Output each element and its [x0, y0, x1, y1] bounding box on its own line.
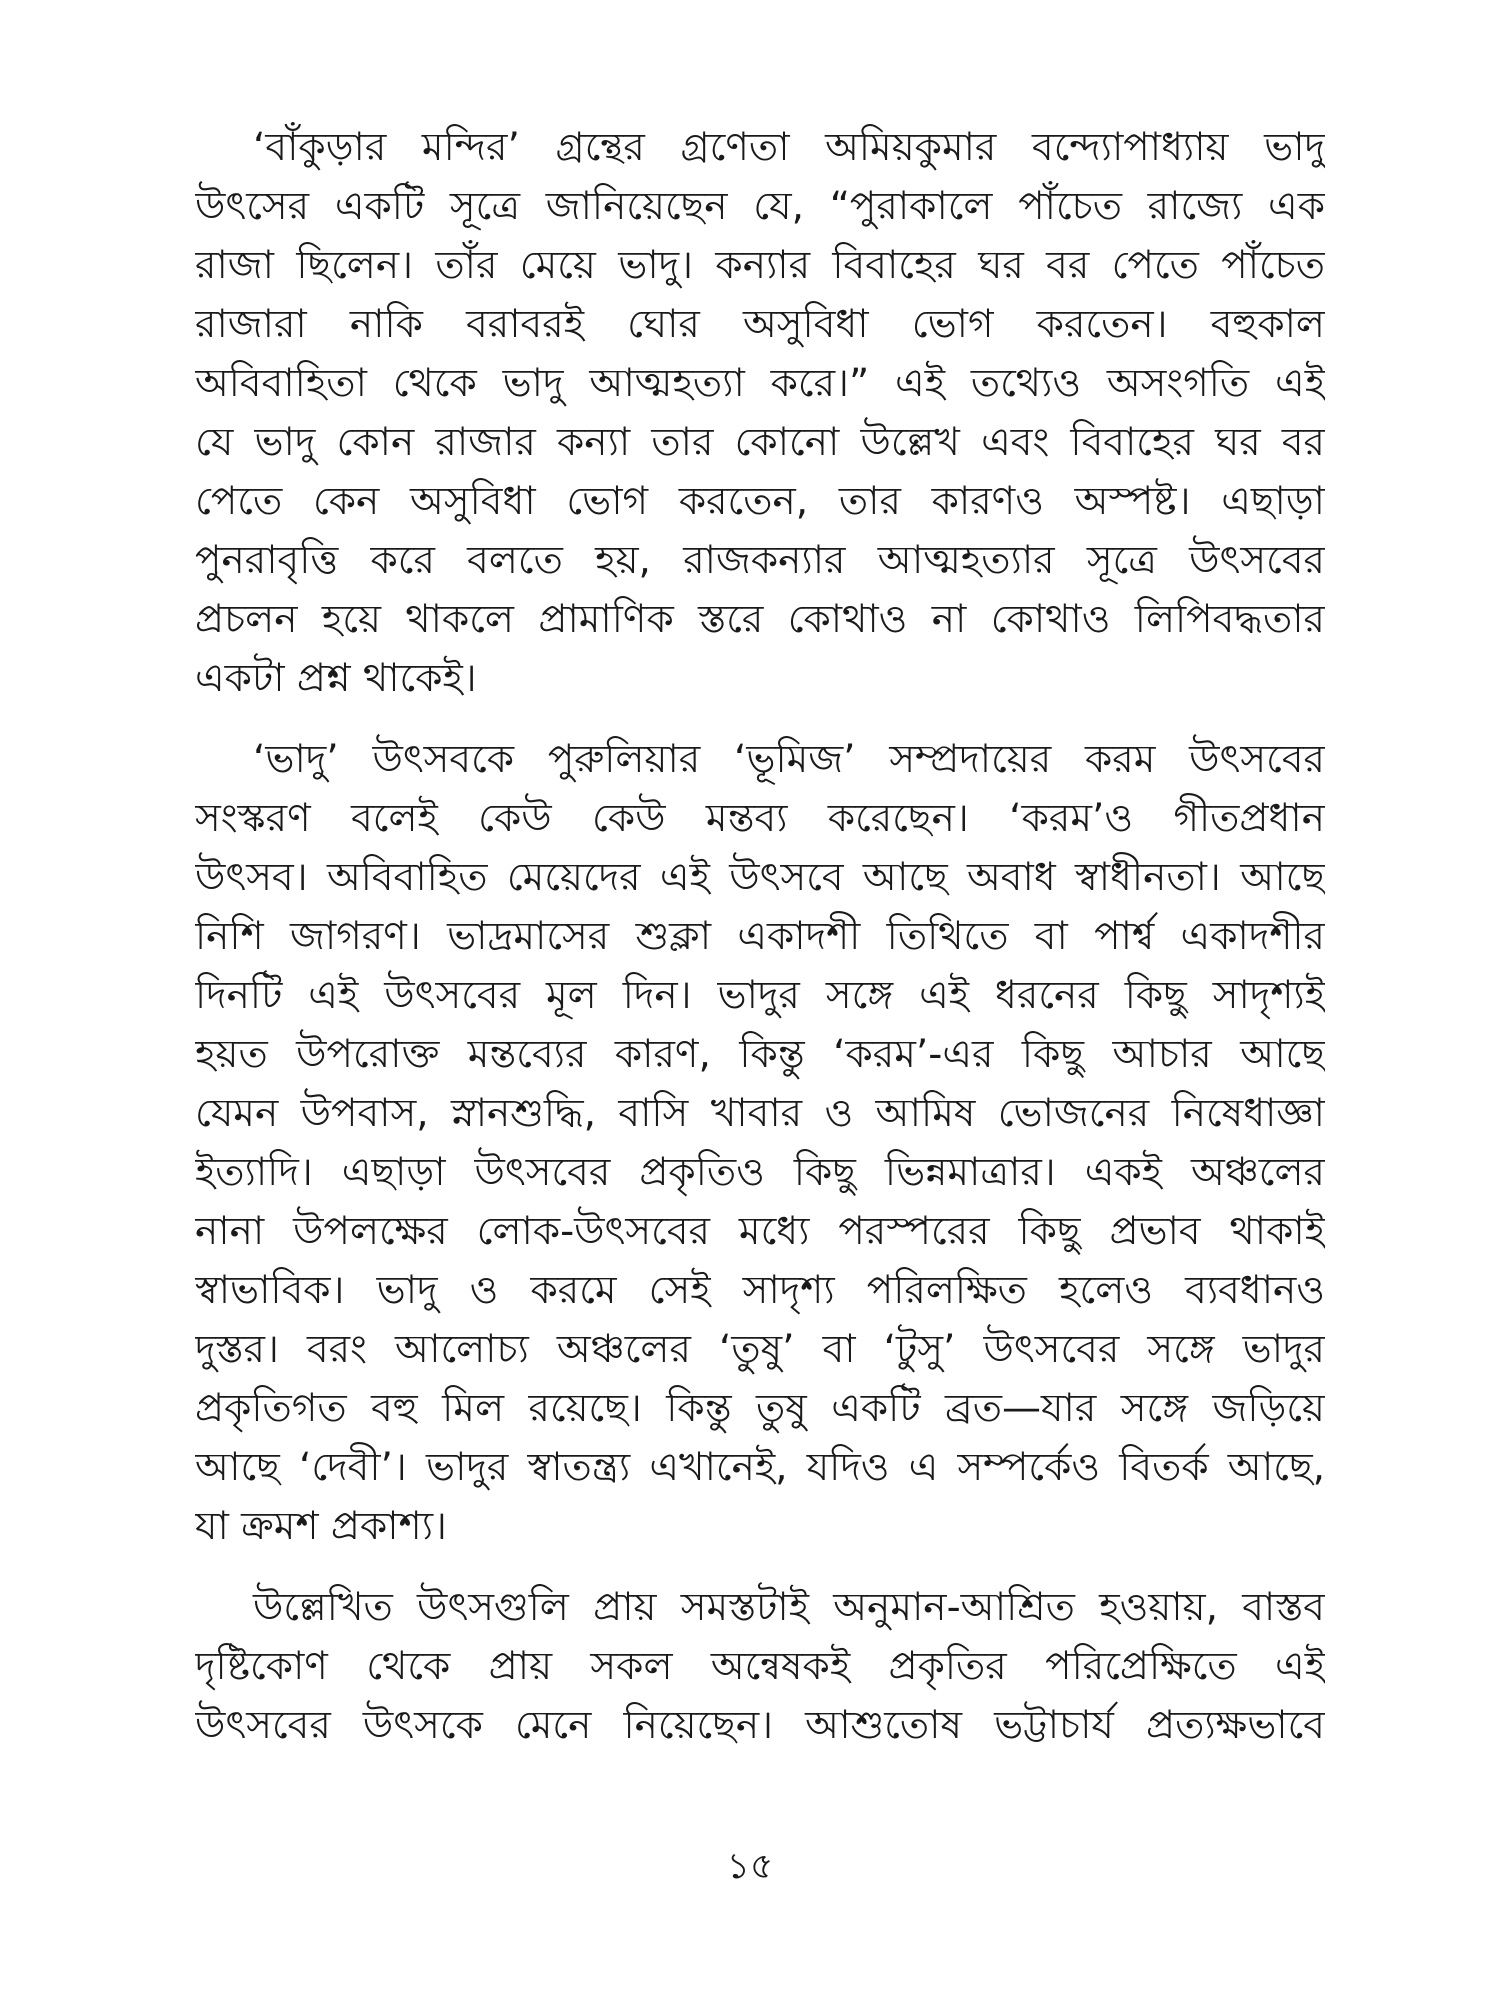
text-line: উৎসব। অবিবাহিত মেয়েদের এই উৎসবে আছে অবাধ স্বাধীনতা। আছে [195, 855, 1325, 900]
text-line: উল্লেখিত উৎসগুলি প্রায় সমস্তটাই অনুমান-আশ্রিত হওয়ায়, বাস্তব [253, 1585, 1325, 1630]
text-line: হয়ত উপরোক্ত মন্তব্যের কারণ, কিন্তু ‘করম’-এর কিছু আচার আছে [195, 1032, 1325, 1077]
text-line: স্বাভাবিক। ভাদু ও করমে সেই সাদৃশ্য পরিলক্ষিত হলেও ব্যবধানও [195, 1268, 1325, 1313]
text-line: প্রকৃতিগত বহু মিল রয়েছে। কিন্তু তুষু একটি ব্রত—যার সঙ্গে জড়িয়ে [195, 1386, 1325, 1431]
text-line: অবিবাহিতা থেকে ভাদু আত্মহত্যা করে।” এই তথ্যেও অসংগতি এই [195, 361, 1325, 406]
text-line: নিশি জাগরণ। ভাদ্রমাসের শুক্লা একাদশী তিথিতে বা পার্শ্ব একাদশীর [195, 914, 1325, 959]
text-line: দুস্তর। বরং আলোচ্য অঞ্চলের ‘তুষু’ বা ‘টুসু’ উৎসবের সঙ্গে ভাদুর [195, 1327, 1325, 1372]
page-body [195, 118, 1325, 1755]
paragraph-2 [195, 730, 1325, 1556]
text-line: উৎসের একটি সূত্রে জানিয়েছেন যে, “পুরাকালে পাঁচেত রাজ্যে এক [195, 184, 1325, 229]
paragraph-1 [195, 118, 1325, 708]
page-number: ১৫ [726, 1846, 774, 1887]
text-line: প্রচলন হয়ে থাকলে প্রামাণিক স্তরে কোথাও না কোথাও লিপিবদ্ধতার [195, 597, 1325, 642]
text-line: রাজারা নাকি বরাবরই ঘোর অসুবিধা ভোগ করতেন। বহুকাল [195, 302, 1325, 347]
text-line: ইত্যাদি। এছাড়া উৎসবের প্রকৃতিও কিছু ভিন্নমাত্রার। একই অঞ্চলের [195, 1150, 1325, 1195]
text-line: দৃষ্টিকোণ থেকে প্রায় সকল অন্বেষকই প্রকৃতির পরিপ্রেক্ষিতে এই [195, 1644, 1325, 1689]
text-line: পেতে কেন অসুবিধা ভোগ করতেন, তার কারণও অস্পষ্ট। এছাড়া [195, 479, 1325, 524]
text-line: দিনটি এই উৎসবের মূল দিন। ভাদুর সঙ্গে এই ধরনের কিছু সাদৃশ্যই [195, 973, 1325, 1018]
text-line: একটা প্রশ্ন থাকেই। [195, 656, 477, 701]
text-line: পুনরাবৃত্তি করে বলতে হয়, রাজকন্যার আত্মহত্যার সূত্রে উৎসবের [195, 538, 1325, 583]
text-line: সংস্করণ বলেই কেউ কেউ মন্তব্য করেছেন। ‘করম’ও গীতপ্রধান [195, 796, 1325, 841]
paragraph-3 [195, 1578, 1325, 1755]
text-line: আছে ‘দেবী’। ভাদুর স্বাতন্ত্র্য এখানেই, যদিও এ সম্পর্কেও বিতর্ক আছে, [195, 1445, 1325, 1490]
text-line: যে ভাদু কোন রাজার কন্যা তার কোনো উল্লেখ এবং বিবাহের ঘর বর [195, 420, 1325, 465]
text-line: উৎসবের উৎসকে মেনে নিয়েছেন। আশুতোষ ভট্টাচার্য প্রত্যক্ষভাবে [195, 1703, 1325, 1748]
text-line: রাজা ছিলেন। তাঁর মেয়ে ভাদু। কন্যার বিবাহের ঘর বর পেতে পাঁচেত [195, 243, 1325, 288]
text-line: ‘বাঁকুড়ার মন্দির’ গ্রন্থের গ্রণেতা অমিয়কুমার বন্দ্যোপাধ্যায় ভাদু [253, 125, 1325, 170]
text-line: যা ক্রমশ প্রকাশ্য। [195, 1504, 447, 1549]
text-line: যেমন উপবাস, স্নানশুদ্ধি, বাসি খাবার ও আমিষ ভোজনের নিষেধাজ্ঞা [195, 1091, 1325, 1136]
text-line: নানা উপলক্ষের লোক-উৎসবের মধ্যে পরস্পরের কিছু প্রভাব থাকাই [195, 1209, 1325, 1254]
text-line: ‘ভাদু’ উৎসবকে পুরুলিয়ার ‘ভূমিজ’ সম্প্রদায়ের করম উৎসবের [253, 737, 1325, 782]
